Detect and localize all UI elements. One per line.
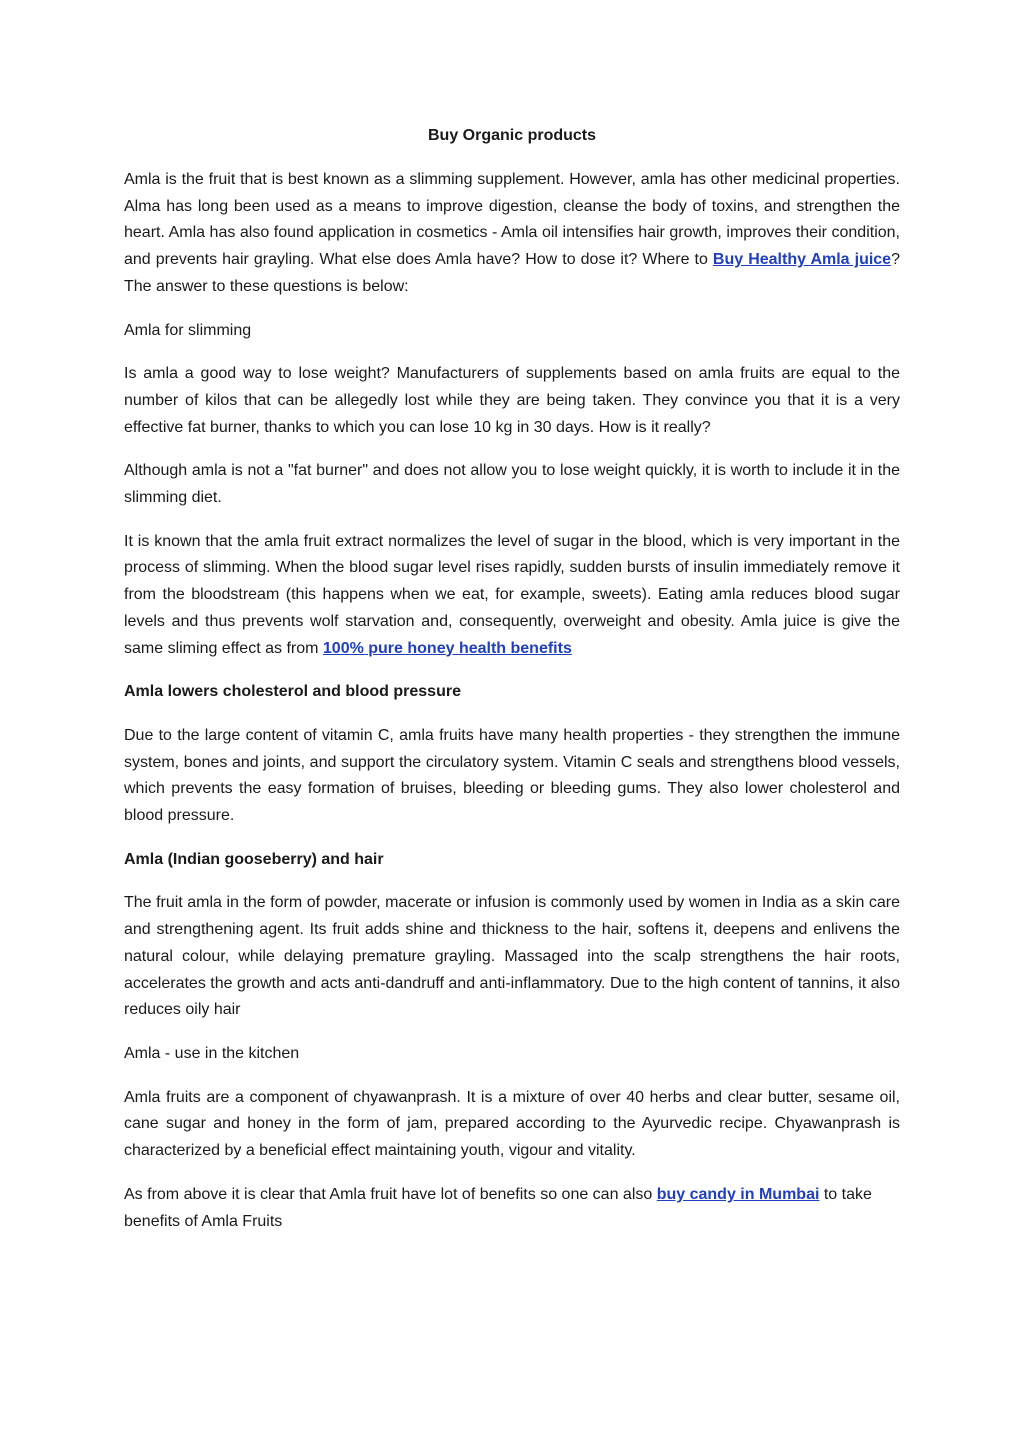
blood-sugar-text: It is known that the amla fruit extract normalizes the level of sugar in the blood, which is very important in the process of slimming. When the blood sugar level rises rapidly, sudden bursts of insulin immediately remove it from the bloodstream (this happens when we eat, for example, sweets). Eating amla reduces blood sugar levels and thus prevents wolf starvation and, consequently, overweight and obesity. Amla juice is give the same sliming effect as from <box>124 532 900 657</box>
vitamin-c-paragraph: Due to the large content of vitamin C, amla fruits have many health properties - they strengthen the immune system, bones and joints, and support the circulatory system. Vitamin C seals and strengthens blood vessels, which prevents the easy formation of bruises, bleeding or bleeding gums. They also lower cholesterol and blood pressure. <box>124 726 900 825</box>
document-page <box>124 123 900 1252</box>
conclusion-paragraph <box>124 1182 900 1235</box>
intro-paragraph <box>124 167 900 301</box>
section-heading-slimming: Amla for slimming <box>124 321 252 339</box>
buy-candy-mumbai-link[interactable]: buy candy in Mumbai <box>656 1185 820 1203</box>
fat-burner-paragraph: Although amla is not a "fat burner" and does not allow you to lose weight quickly, it is worth to include it in the slimming diet. <box>124 462 900 507</box>
intro-text: Amla is the fruit that is best known as a slimming supplement. However, amla has other medicinal properties. Alma has long been used as a means to improve digestion, cleanse the body of toxins, and strengthen the heart. Amla has also found application in cosmetics - Amla oil intensifies hair growth, improves their condition, and prevents hair grayling. What else does Amla have? How to dose it? Where to <box>124 171 900 269</box>
honey-health-benefits-link[interactable]: 100% pure honey health benefits <box>322 639 572 657</box>
hair-paragraph: The fruit amla in the form of powder, macerate or infusion is commonly used by women in India as a skin care and strengthening agent. Its fruit adds shine and thickness to the hair, softens it, deepens and enlivens the natural colour, while delaying premature grayling. Massaged into the scalp strengthens the hair roots, accelerates the growth and acts anti-dandruff and anti-inflammatory. Due to the high content of tannins, it also reduces oily hair <box>124 894 900 1019</box>
slimming-paragraph: Is amla a good way to lose weight? Manufacturers of supplements based on amla fruits are equal to the number of kilos that can be allegedly lost while they are being taken. They convince you that it is a very effective fat burner, thanks to which you can lose 10 kg in 30 days. How is it really? <box>124 365 900 436</box>
document-title: Buy Organic products <box>427 127 597 144</box>
blood-sugar-paragraph <box>124 529 900 663</box>
intro-text-end: ? The answer to these questions is below: <box>124 251 900 295</box>
buy-healthy-amla-juice-link[interactable]: Buy Healthy Amla juice <box>712 251 892 269</box>
section-heading-kitchen: Amla - use in the kitchen <box>124 1044 300 1062</box>
kitchen-paragraph: Amla fruits are a component of chyawanprash. It is a mixture of over 40 herbs and clear butter, sesame oil, cane sugar and honey in the form of jam, prepared according to the Ayurvedic recipe. Chyawanprash is characterized by a beneficial effect maintaining youth, vigour and vitality. <box>124 1088 900 1160</box>
section-heading-cholesterol: Amla lowers cholesterol and blood pressure <box>124 683 461 701</box>
conclusion-text: As from above it is clear that Amla fruit have lot of benefits so one can also <box>124 1185 657 1203</box>
section-heading-hair: Amla (Indian gooseberry) and hair <box>124 850 384 868</box>
conclusion-text-end: to take benefits of Amla Fruits <box>124 1185 872 1230</box>
